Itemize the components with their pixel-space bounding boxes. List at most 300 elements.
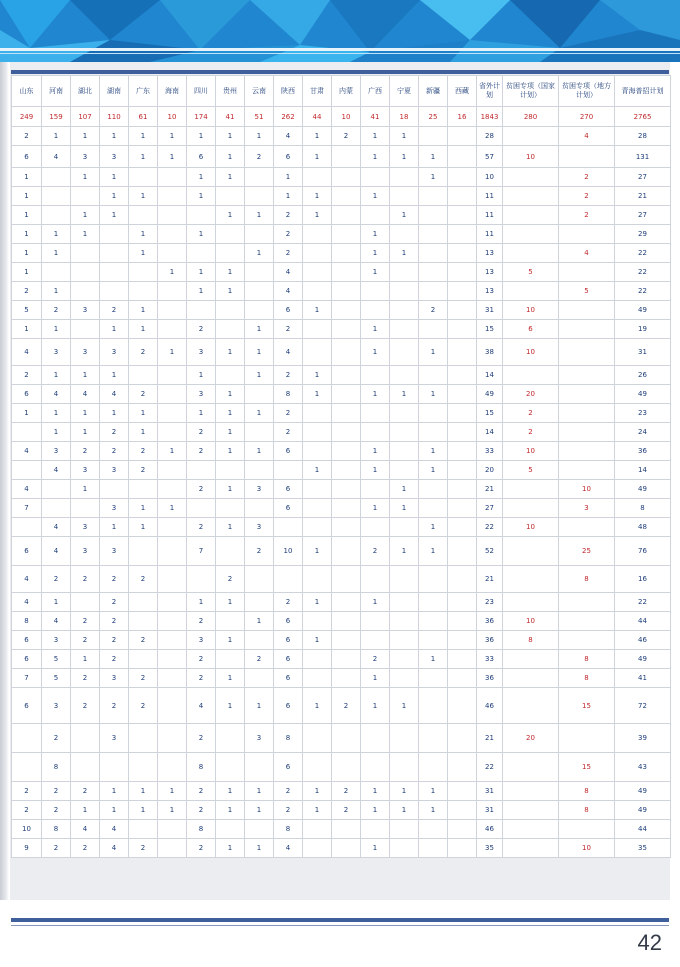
table-cell: 1 xyxy=(303,146,332,168)
table-cell: 1 xyxy=(187,127,216,146)
table-cell: 22 xyxy=(615,593,671,612)
table-row xyxy=(12,566,671,593)
table-cell: 15 xyxy=(559,753,615,782)
table-cell xyxy=(216,537,245,566)
table-cell xyxy=(448,127,477,146)
table-cell: 1 xyxy=(303,782,332,801)
table-cell: 2 xyxy=(100,688,129,724)
table-cell: 4 xyxy=(12,442,42,461)
table-cell xyxy=(71,244,100,263)
header-banner xyxy=(0,0,680,62)
table-cell: 1 xyxy=(361,320,390,339)
table-cell xyxy=(158,650,187,669)
table-cell: 1 xyxy=(390,688,419,724)
table-cell xyxy=(448,187,477,206)
table-cell: 1 xyxy=(390,146,419,168)
table-cell: 8 xyxy=(615,499,671,518)
table-row xyxy=(12,499,671,518)
table-cell xyxy=(158,244,187,263)
table-header-row xyxy=(12,76,671,107)
table-cell: 2 xyxy=(274,206,303,225)
table-cell: 1 xyxy=(245,688,274,724)
table-cell: 2 xyxy=(274,782,303,801)
table-cell: 2 xyxy=(187,801,216,820)
table-cell xyxy=(390,339,419,366)
table-cell: 3 xyxy=(42,631,71,650)
table-cell: 2 xyxy=(274,423,303,442)
table-cell xyxy=(559,385,615,404)
totals-cell: 249 xyxy=(12,107,42,127)
table-row xyxy=(12,669,671,688)
table-cell xyxy=(332,263,361,282)
table-cell: 3 xyxy=(187,385,216,404)
column-header: 山东 xyxy=(12,76,42,107)
table-cell: 1 xyxy=(187,168,216,187)
table-cell: 2 xyxy=(187,724,216,753)
table-cell xyxy=(559,404,615,423)
table-cell: 2 xyxy=(187,839,216,858)
table-cell xyxy=(12,724,42,753)
totals-cell: 10 xyxy=(158,107,187,127)
table-cell: 1 xyxy=(245,127,274,146)
table-cell: 6 xyxy=(503,320,559,339)
table-cell: 15 xyxy=(477,404,503,423)
table-top-rule xyxy=(11,70,669,74)
table-cell xyxy=(361,168,390,187)
table-cell: 4 xyxy=(42,461,71,480)
table-cell: 1 xyxy=(216,263,245,282)
table-cell: 4 xyxy=(274,839,303,858)
table-cell xyxy=(503,225,559,244)
table-cell xyxy=(419,593,448,612)
table-cell xyxy=(216,724,245,753)
table-cell: 2 xyxy=(274,244,303,263)
table-cell xyxy=(332,518,361,537)
table-row xyxy=(12,366,671,385)
table-cell xyxy=(361,518,390,537)
column-header: 贵州 xyxy=(216,76,245,107)
table-cell: 4 xyxy=(12,566,42,593)
table-cell xyxy=(419,282,448,301)
table-cell: 1 xyxy=(216,480,245,499)
table-row xyxy=(12,187,671,206)
table-cell xyxy=(559,146,615,168)
table-cell xyxy=(419,724,448,753)
table-cell xyxy=(303,404,332,423)
table-cell xyxy=(419,423,448,442)
totals-cell: 41 xyxy=(216,107,245,127)
table-cell xyxy=(42,263,71,282)
table-cell xyxy=(100,244,129,263)
table-cell xyxy=(559,225,615,244)
table-cell: 1 xyxy=(216,669,245,688)
table-cell: 2 xyxy=(71,669,100,688)
table-cell: 2 xyxy=(12,366,42,385)
table-cell xyxy=(303,724,332,753)
table-cell: 1 xyxy=(245,404,274,423)
table-cell: 1 xyxy=(100,206,129,225)
table-cell: 1 xyxy=(390,801,419,820)
totals-cell: 174 xyxy=(187,107,216,127)
table-cell: 1 xyxy=(12,206,42,225)
table-cell xyxy=(332,480,361,499)
table-cell: 6 xyxy=(274,631,303,650)
table-cell: 1 xyxy=(361,244,390,263)
table-cell: 1 xyxy=(42,244,71,263)
table-cell xyxy=(303,480,332,499)
bottom-rule-thin xyxy=(11,925,669,926)
table-cell: 10 xyxy=(12,820,42,839)
table-cell: 8 xyxy=(42,753,71,782)
table-cell xyxy=(216,612,245,631)
table-cell: 1 xyxy=(187,282,216,301)
table-cell xyxy=(245,753,274,782)
table-cell: 2 xyxy=(100,566,129,593)
table-cell xyxy=(303,442,332,461)
table-cell xyxy=(158,820,187,839)
table-cell: 131 xyxy=(615,146,671,168)
totals-cell: 61 xyxy=(129,107,158,127)
table-cell: 1 xyxy=(100,127,129,146)
table-cell: 1 xyxy=(361,782,390,801)
table-cell xyxy=(503,566,559,593)
table-cell xyxy=(158,593,187,612)
table-cell: 2 xyxy=(129,461,158,480)
table-cell xyxy=(390,442,419,461)
table-cell: 1 xyxy=(216,801,245,820)
table-cell xyxy=(303,244,332,263)
table-cell: 3 xyxy=(100,146,129,168)
table-cell: 6 xyxy=(274,612,303,631)
table-cell: 1 xyxy=(12,168,42,187)
column-header: 四川 xyxy=(187,76,216,107)
table-cell xyxy=(448,566,477,593)
table-cell: 8 xyxy=(274,385,303,404)
table-row xyxy=(12,244,671,263)
table-cell xyxy=(158,168,187,187)
table-cell xyxy=(390,631,419,650)
table-cell: 1 xyxy=(361,801,390,820)
table-cell: 10 xyxy=(503,442,559,461)
totals-cell: 110 xyxy=(100,107,129,127)
table-row xyxy=(12,282,671,301)
table-cell xyxy=(332,593,361,612)
table-cell: 1 xyxy=(216,631,245,650)
table-cell xyxy=(245,566,274,593)
table-cell: 2 xyxy=(332,127,361,146)
table-cell: 8 xyxy=(559,566,615,593)
table-cell xyxy=(419,127,448,146)
table-cell: 1 xyxy=(303,631,332,650)
table-cell: 4 xyxy=(559,244,615,263)
table-cell xyxy=(216,301,245,320)
table-cell: 2 xyxy=(100,593,129,612)
table-cell xyxy=(332,423,361,442)
table-cell xyxy=(158,688,187,724)
table-cell: 13 xyxy=(477,244,503,263)
table-cell xyxy=(390,669,419,688)
table-row xyxy=(12,339,671,366)
table-cell xyxy=(129,263,158,282)
table-cell: 1 xyxy=(419,782,448,801)
table-cell xyxy=(361,206,390,225)
table-cell xyxy=(129,650,158,669)
table-row xyxy=(12,423,671,442)
column-header: 海南 xyxy=(158,76,187,107)
table-cell: 7 xyxy=(187,537,216,566)
table-cell: 2 xyxy=(129,669,158,688)
table-cell: 1 xyxy=(158,442,187,461)
table-cell: 2 xyxy=(71,782,100,801)
table-cell: 1 xyxy=(42,320,71,339)
table-cell xyxy=(448,442,477,461)
table-row xyxy=(12,518,671,537)
table-cell: 11 xyxy=(477,206,503,225)
table-cell: 2 xyxy=(245,537,274,566)
table-cell: 1 xyxy=(129,499,158,518)
table-cell: 2 xyxy=(129,385,158,404)
table-cell xyxy=(158,669,187,688)
table-cell: 3 xyxy=(71,146,100,168)
table-cell xyxy=(129,612,158,631)
table-cell: 36 xyxy=(615,442,671,461)
table-cell: 27 xyxy=(477,499,503,518)
table-cell xyxy=(303,423,332,442)
table-cell xyxy=(448,650,477,669)
table-cell xyxy=(245,168,274,187)
table-cell: 5 xyxy=(559,282,615,301)
table-cell xyxy=(303,168,332,187)
table-cell: 3 xyxy=(100,669,129,688)
table-cell: 1 xyxy=(187,263,216,282)
table-cell: 5 xyxy=(42,650,71,669)
table-row xyxy=(12,753,671,782)
table-cell xyxy=(332,820,361,839)
table-cell xyxy=(303,669,332,688)
table-cell xyxy=(390,612,419,631)
column-header: 宁夏 xyxy=(390,76,419,107)
table-cell: 1 xyxy=(187,366,216,385)
table-cell: 1 xyxy=(100,366,129,385)
table-cell: 2 xyxy=(129,839,158,858)
table-row xyxy=(12,461,671,480)
table-cell: 8 xyxy=(559,782,615,801)
table-cell: 2 xyxy=(274,801,303,820)
table-cell: 1 xyxy=(361,688,390,724)
table-row xyxy=(12,301,671,320)
table-cell xyxy=(332,442,361,461)
table-cell xyxy=(448,263,477,282)
table-cell: 2 xyxy=(42,566,71,593)
table-cell xyxy=(448,385,477,404)
table-cell xyxy=(332,669,361,688)
totals-cell: 10 xyxy=(332,107,361,127)
table-cell xyxy=(448,537,477,566)
table-cell: 49 xyxy=(615,801,671,820)
table-row xyxy=(12,593,671,612)
table-cell xyxy=(448,839,477,858)
table-cell xyxy=(129,593,158,612)
table-cell xyxy=(503,127,559,146)
table-cell xyxy=(71,282,100,301)
table-cell: 1 xyxy=(71,423,100,442)
table-cell: 76 xyxy=(615,537,671,566)
table-cell: 1 xyxy=(303,537,332,566)
table-cell: 1 xyxy=(100,782,129,801)
table-cell xyxy=(503,187,559,206)
table-cell xyxy=(332,366,361,385)
table-cell: 1 xyxy=(129,404,158,423)
table-cell: 6 xyxy=(12,146,42,168)
table-cell: 2 xyxy=(100,650,129,669)
table-cell: 2 xyxy=(12,801,42,820)
table-cell: 1 xyxy=(129,320,158,339)
table-cell xyxy=(503,366,559,385)
table-cell: 4 xyxy=(71,820,100,839)
table-cell xyxy=(303,282,332,301)
table-cell: 1 xyxy=(187,593,216,612)
table-cell: 2 xyxy=(274,593,303,612)
table-cell: 1 xyxy=(419,801,448,820)
table-cell xyxy=(129,724,158,753)
table-cell xyxy=(390,593,419,612)
table-cell: 4 xyxy=(71,385,100,404)
table-row xyxy=(12,801,671,820)
table-cell xyxy=(42,206,71,225)
table-row xyxy=(12,631,671,650)
table-cell xyxy=(129,206,158,225)
table-cell xyxy=(390,366,419,385)
totals-cell: 41 xyxy=(361,107,390,127)
table-cell: 2 xyxy=(332,688,361,724)
table-cell: 1 xyxy=(129,518,158,537)
table-cell xyxy=(332,566,361,593)
table-cell xyxy=(503,782,559,801)
table-cell xyxy=(390,566,419,593)
table-cell: 7 xyxy=(12,669,42,688)
table-cell xyxy=(303,839,332,858)
table-cell: 1 xyxy=(71,650,100,669)
table-cell xyxy=(158,839,187,858)
totals-cell: 107 xyxy=(71,107,100,127)
table-cell: 8 xyxy=(187,753,216,782)
table-row xyxy=(12,650,671,669)
table-cell xyxy=(158,404,187,423)
table-cell xyxy=(100,225,129,244)
table-cell: 4 xyxy=(42,612,71,631)
table-cell: 1 xyxy=(390,782,419,801)
table-cell xyxy=(332,301,361,320)
table-cell xyxy=(448,339,477,366)
table-cell: 8 xyxy=(559,650,615,669)
table-cell: 7 xyxy=(12,499,42,518)
table-cell: 52 xyxy=(477,537,503,566)
table-cell xyxy=(390,518,419,537)
table-cell xyxy=(332,724,361,753)
table-cell xyxy=(419,187,448,206)
table-cell xyxy=(274,566,303,593)
table-cell: 1 xyxy=(303,688,332,724)
table-cell: 21 xyxy=(477,566,503,593)
table-cell: 1 xyxy=(100,404,129,423)
table-cell xyxy=(245,461,274,480)
table-cell xyxy=(559,820,615,839)
table-row xyxy=(12,442,671,461)
column-header: 河南 xyxy=(42,76,71,107)
table-cell xyxy=(559,263,615,282)
table-cell: 1 xyxy=(12,244,42,263)
column-header: 湖南 xyxy=(100,76,129,107)
table-cell xyxy=(419,320,448,339)
table-cell: 2 xyxy=(559,206,615,225)
table-cell: 3 xyxy=(71,461,100,480)
table-cell: 1 xyxy=(390,206,419,225)
table-cell: 2 xyxy=(274,366,303,385)
table-cell: 20 xyxy=(503,724,559,753)
table-row xyxy=(12,612,671,631)
table-cell: 1 xyxy=(42,366,71,385)
table-cell: 6 xyxy=(274,301,303,320)
table-cell: 1 xyxy=(361,839,390,858)
table-cell: 2 xyxy=(71,442,100,461)
table-cell: 1 xyxy=(419,461,448,480)
table-cell: 1 xyxy=(390,537,419,566)
table-row xyxy=(12,782,671,801)
table-cell xyxy=(100,753,129,782)
table-cell xyxy=(448,820,477,839)
table-cell xyxy=(559,631,615,650)
table-cell xyxy=(559,423,615,442)
table-cell: 22 xyxy=(477,753,503,782)
table-cell: 2 xyxy=(129,631,158,650)
table-cell: 8 xyxy=(187,820,216,839)
table-cell: 1 xyxy=(12,404,42,423)
totals-cell: 159 xyxy=(42,107,71,127)
table-cell: 19 xyxy=(615,320,671,339)
table-cell: 2 xyxy=(71,839,100,858)
table-cell: 5 xyxy=(503,461,559,480)
table-cell: 23 xyxy=(477,593,503,612)
table-cell: 14 xyxy=(477,366,503,385)
table-cell: 3 xyxy=(559,499,615,518)
table-cell xyxy=(100,263,129,282)
table-cell xyxy=(71,187,100,206)
table-cell xyxy=(42,480,71,499)
table-cell: 2 xyxy=(187,612,216,631)
table-cell: 13 xyxy=(477,263,503,282)
table-cell xyxy=(332,320,361,339)
table-cell: 28 xyxy=(615,127,671,146)
table-cell: 2 xyxy=(274,320,303,339)
table-cell: 2 xyxy=(71,688,100,724)
table-cell: 1 xyxy=(303,385,332,404)
table-cell: 2 xyxy=(419,301,448,320)
table-cell: 1 xyxy=(303,127,332,146)
totals-cell: 16 xyxy=(448,107,477,127)
table-row xyxy=(12,127,671,146)
table-cell xyxy=(332,631,361,650)
table-cell: 27 xyxy=(615,206,671,225)
table-cell: 1 xyxy=(390,499,419,518)
table-cell xyxy=(187,566,216,593)
table-cell xyxy=(448,206,477,225)
table-cell: 9 xyxy=(12,839,42,858)
table-cell: 1 xyxy=(303,801,332,820)
table-cell: 8 xyxy=(42,820,71,839)
table-cell: 2 xyxy=(42,724,71,753)
table-cell xyxy=(419,225,448,244)
table-cell: 1 xyxy=(390,385,419,404)
